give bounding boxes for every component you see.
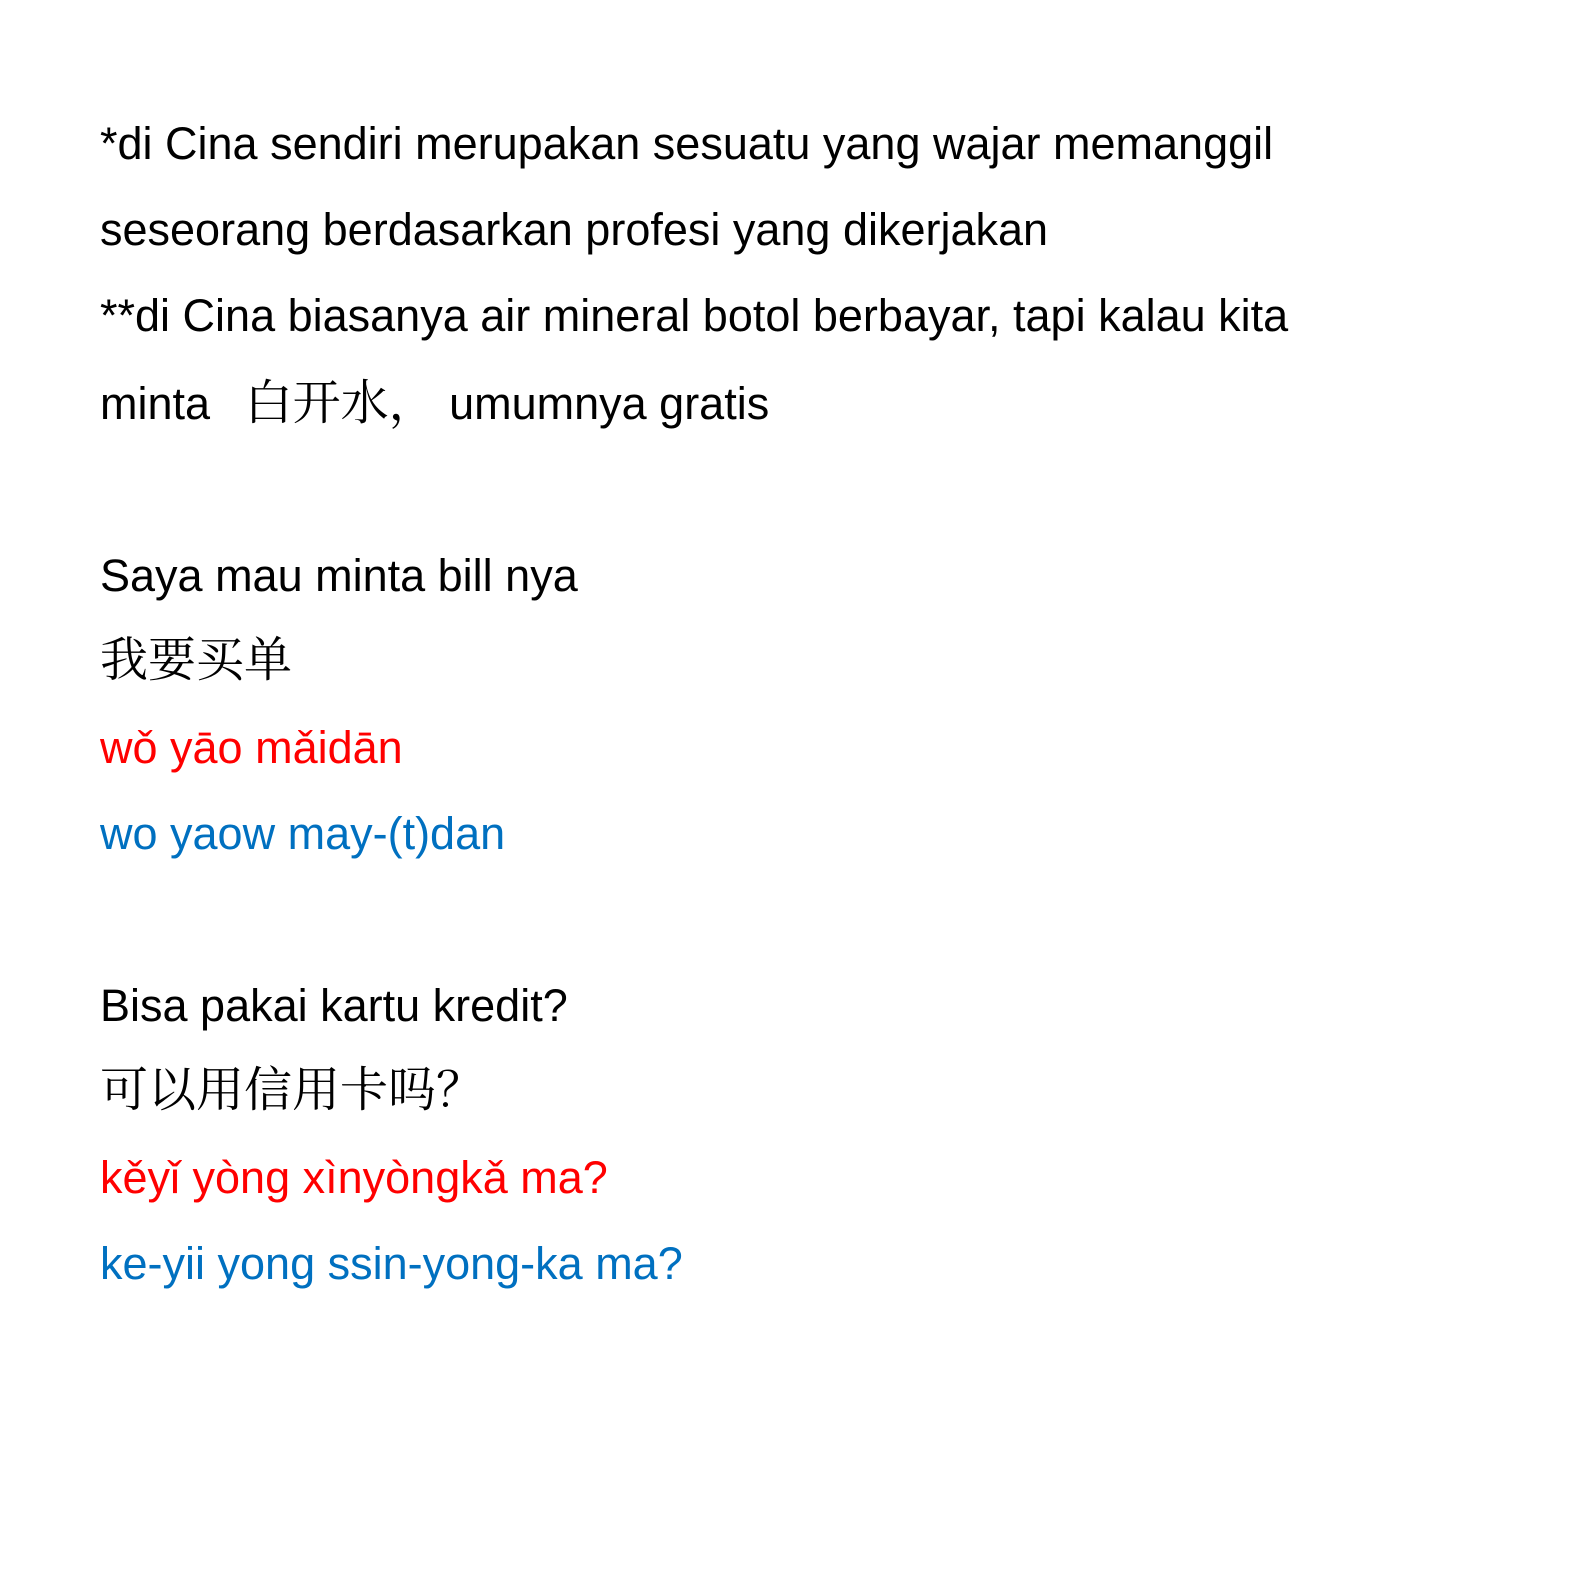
note-1-line-1: *di Cina sendiri merupakan sesuatu yang wajar memanggil xyxy=(100,118,1274,169)
phrase-1-pinyin: wǒ yāo mǎidān xyxy=(100,722,403,773)
phrase-2-pinyin: kěyǐ yòng xìnyòngkǎ ma? xyxy=(100,1152,608,1203)
phrase-2-chinese: 可以用信用卡吗？ xyxy=(100,1062,485,1118)
phrase-2-indonesian: Bisa pakai kartu kredit? xyxy=(100,980,568,1031)
phrase-1-chinese: 我要买单 xyxy=(100,632,293,688)
note-2-suffix: umumnya gratis xyxy=(449,378,770,429)
note-2-line-1: **di Cina biasanya air mineral botol berbayar, tapi kalau kita xyxy=(100,290,1289,341)
phrase-1-pronunciation: wo yaow may-(t)dan xyxy=(100,808,506,859)
phrase-2-pronunciation: ke-yii yong ssin-yong-ka ma? xyxy=(100,1238,683,1289)
note-2-line-2 xyxy=(100,375,769,432)
note-1-line-2: seseorang berdasarkan profesi yang dikerjakan xyxy=(100,204,1049,255)
note-2-chinese-term: 白开水， xyxy=(244,375,437,431)
phrase-1-indonesian: Saya mau minta bill nya xyxy=(100,550,578,601)
note-2-prefix: minta xyxy=(100,378,211,429)
